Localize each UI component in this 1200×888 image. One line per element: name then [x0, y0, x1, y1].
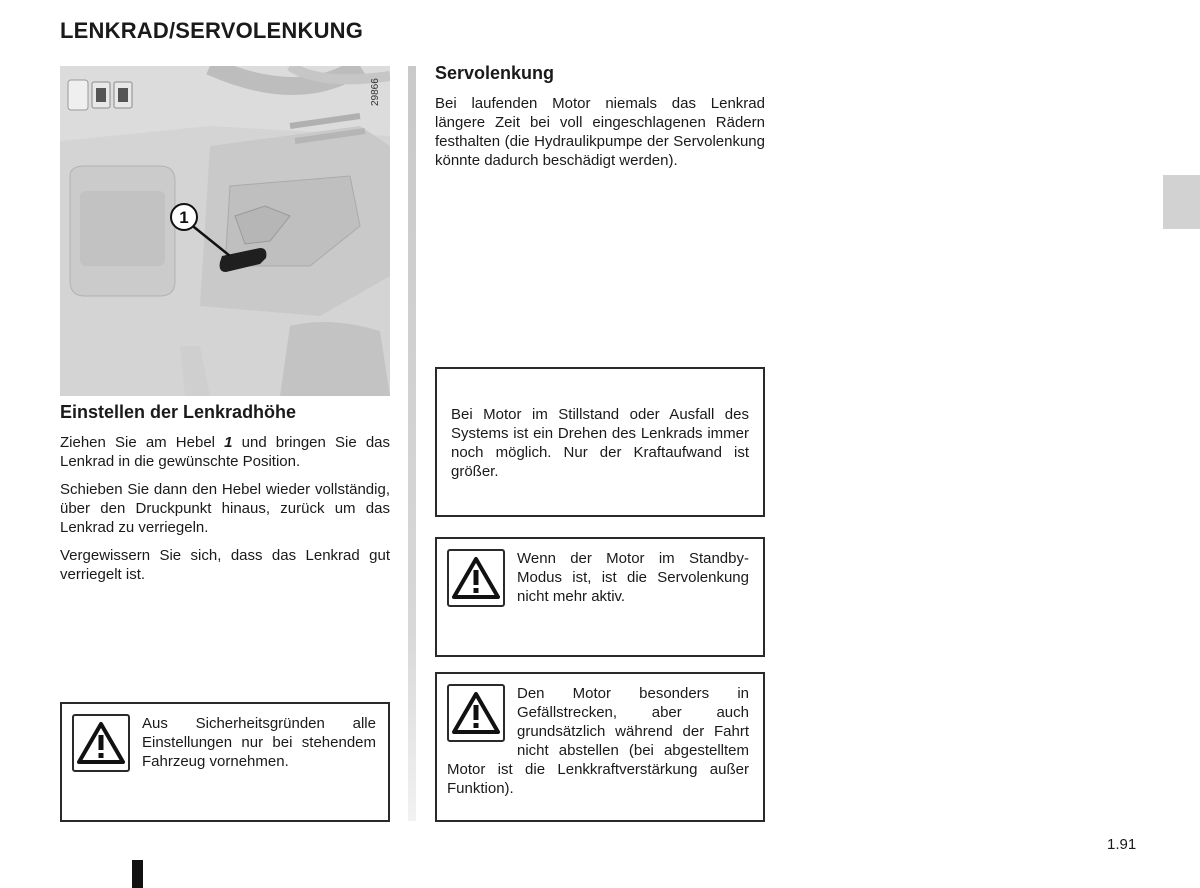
paragraph-pull-lever-start: Ziehen Sie am Hebel	[60, 434, 225, 451]
lever-reference: 1	[224, 434, 233, 451]
warning-box-safety	[60, 702, 390, 822]
steering-lever-photo	[60, 66, 390, 396]
paragraph-pull-lever	[60, 433, 390, 471]
note-text-engine-stopped: Bei Motor im Stillstand oder Ausfall des Systems ist ein Drehen des Lenkrads immer noch möglich. Nur der Kraftaufwand ist größer.	[451, 406, 749, 480]
warning-text-safety: Aus Sicherheitsgründen alle Einstellungen nur bei stehendem Fahrzeug vornehmen.	[142, 715, 376, 770]
callout-number-1: 1	[179, 208, 189, 227]
note-box-engine-stopped	[435, 367, 765, 517]
warning-triangle-icon	[72, 714, 130, 772]
section-heading-steering-height: Einstellen der Lenkradhöhe	[60, 402, 297, 422]
paragraph-power-steering: Bei laufenden Motor niemals das Lenkrad längere Zeit bei voll eingeschlagenen Rädern festhalten (die Hydraulikpumpe der Servolenkung könnte dadurch beschädigt werden).	[435, 95, 765, 169]
warning-box-standby	[435, 537, 765, 657]
warning-box-engine-off	[435, 672, 765, 822]
image-id: 29866	[370, 78, 381, 106]
warning-text-engine-off: Den Motor besonders in Gefällstrecken, aber auch grundsätzlich während der Fahrt nicht abstellen (bei abgestelltem Motor ist die Lenkkraftverstärkung außer Funktion).	[447, 685, 749, 797]
crop-mark	[132, 860, 143, 888]
paragraph-pull-lever-end: und bringen Sie das Lenkrad in die gewünschte Position.	[60, 434, 390, 470]
page-number: 1.91	[1107, 836, 1137, 853]
chapter-tab	[1163, 175, 1200, 229]
paragraph-verify-lock: Vergewissern Sie sich, dass das Lenkrad gut verriegelt ist.	[60, 547, 390, 583]
warning-triangle-icon	[447, 684, 505, 742]
section-heading-power-steering: Servolenkung	[435, 63, 555, 83]
warning-text-standby: Wenn der Motor im Standby-Modus ist, ist die Servolenkung nicht mehr aktiv.	[517, 550, 749, 605]
column-divider	[408, 66, 416, 821]
page-title: LENKRAD/SERVOLENKUNG	[60, 18, 364, 43]
paragraph-push-lever: Schieben Sie dann den Hebel wieder vollständig, über den Druckpunkt hinaus, zurück um das Lenkrad zu verriegeln.	[60, 481, 390, 536]
warning-triangle-icon	[447, 549, 505, 607]
